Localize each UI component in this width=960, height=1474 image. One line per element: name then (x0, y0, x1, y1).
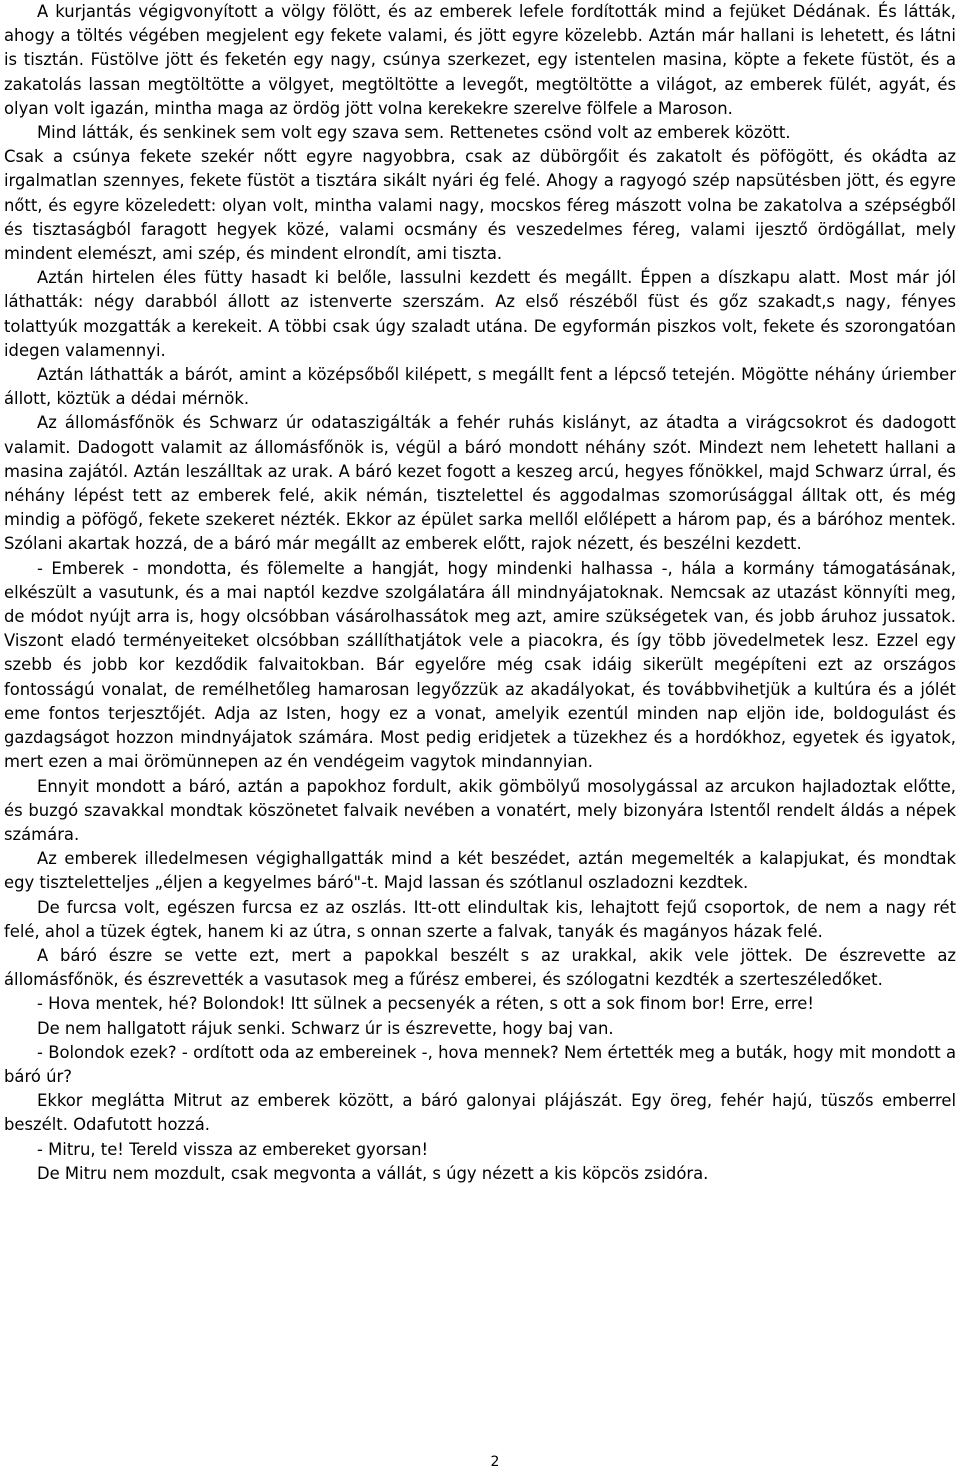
paragraph: A kurjantás végigvonyított a völgy fölött, és az emberek lefele fordították mind a fejüket Dédának. És látták, ahogy a töltés végében megjelent egy fekete valami, és jött egyre közelebb. Aztán már hallani is lehetett, és látni is tisztán. Füstölve jött és feketén egy nagy, csúnya szerkezet, egy istentelen masina, köpte a fekete füstöt, és a zakatolás lassan megtöltötte a völgyet, megtöltötte a levegőt, megtöltötte a világot, az emberek fülét, agyát, és olyan volt igazán, mintha maga az ördög jött volna kerekekre szerelve fölfele a Maroson. (4, 2, 956, 118)
paragraph: - Emberek - mondotta, és fölemelte a hangját, hogy mindenki halhassa -, hála a kormány támogatásának, elkészült a vasutunk, és a mai naptól kezdve szolgálatára áll mindnyájatoknak. Nemcsak az utazást könnyíti meg, de módot nyújt arra is, hogy olcsóbban vásárolhassátok meg azt, amire szükségetek van, és jobb áruhoz jussatok. Viszont eladó terményeiteket olcsóbban szállíthatjátok vele a piacokra, és így több jövedelmetek lesz. Ezzel egy szebb és jobb kor kezdődik falvaitokban. Bár egyelőre még csak idáig sikerült megépíteni ezt az országos fontosságú vonalat, de remélhetőleg hamarosan legyőzzük az akadályokat, és továbbvihetjük a kultúra és a jólét eme fontos terjesztőjét. Adja az Isten, hogy ez a vonat, amelyik ezentúl minden nap eljön ide, boldogulást és gazdagságot hozzon mindnyájatok számára. Most pedig eridjetek a tüzekhez és a hordókhoz, egyetek és igyatok, mert ezen a mai örömünnepen az én vendégeim vagytok mindannyian. (4, 558, 956, 772)
paragraph: Az emberek illedelmesen végighallgatták mind a két beszédet, aztán megemelték a kalapjukat, és mondtak egy tiszteletteljes „éljen a kegyelmes báró"-t. Majd lassan és szótlanul oszladozni kezdtek. (4, 849, 956, 893)
paragraph: De Mitru nem mozdult, csak megvonta a vállát, s úgy nézett a kis köpcös zsidóra. (37, 1163, 709, 1183)
paragraph: A báró észre se vette ezt, mert a papokkal beszélt s az urakkal, akik vele jöttek. De észrevette az állomásfőnök, és észrevették a vasutasok meg a fűrész emberei, és szólogatni kezdték a szerteszéledőket. (4, 945, 956, 990)
paragraph: De furcsa volt, egészen furcsa ez az oszlás. Itt-ott elindultak kis, lehajtott fejű csoportok, de nem a nagy rét felé, ahol a tüzek égtek, hanem ki az útra, s onnan szerte a falvak, tanyák és magányos házak felé. (4, 897, 956, 941)
paragraph: Ekkor meglátta Mitrut az emberek között, a báró galonyai plájászát. Egy öreg, fehér hajú, tüszős emberrel beszélt. Odafutott hozzá. (4, 1091, 956, 1135)
paragraph: Mind látták, és senkinek sem volt egy szava sem. Rettenetes csönd volt az emberek között. (37, 123, 791, 143)
paragraph: - Mitru, te! Tereld vissza az embereket gyorsan! (37, 1139, 429, 1159)
paragraph: - Bolondok ezek? - ordított oda az embereinek -, hova mennek? Nem értették meg a buták, hogy mit mondott a báró úr? (4, 1042, 956, 1086)
paragraph: Csak a csúnya fekete szekér nőtt egyre nagyobbra, csak az dübörgőit és zakatolt és pöfögött, és okádta az irgalmatlan szennyes, fekete füstöt a tisztára sikált nyári ég felé. Ahogy a ragyogó szép napsütésben jött, és egyre nőtt, és egyre közeledett: olyan volt, mintha valami nagy, mocskos féreg mászott volna be zakatolva a szépségből és tisztaságból faragott hegyek közé, valami ocsmány és veszedelmes féreg, valami ijesztő ördögállat, mely mindent elemészt, ami szép, és mindent elrondít, ami tiszta. (4, 147, 956, 264)
paragraph: De nem hallgatott rájuk senki. Schwarz úr is észrevette, hogy baj van. (37, 1018, 614, 1038)
paragraph: Aztán láthatták a bárót, amint a középsőből kilépett, s megállt fent a lépcső tetején. Mögötte néhány úriember állott, köztük a dédai mérnök. (4, 365, 956, 409)
paragraph: Aztán hirtelen éles fütty hasadt ki belőle, lassulni kezdett és megállt. Éppen a díszkapu alatt. Most már jól láthatták: négy darabból állott az istenverte szerszám. Az első részéből füst és gőz szakadt,s nagy, fényes tolattyúk mozgatták a kerekeit. A többi csak úgy szaladt utána. De egyformán piszkos volt, fekete és szorongatóan idegen valamennyi. (4, 268, 956, 360)
document-body (4, 0, 956, 1186)
page-number: 2 (490, 1454, 500, 1470)
paragraph: Ennyit mondott a báró, aztán a papokhoz fordult, akik gömbölyű mosolygással az arcukon hajladoztak előtte, és buzgó szavakkal mondtak köszönetet falvaik nevében a vonatért, mely bizonyára Istentől rendelt áldás a népek számára. (4, 776, 956, 844)
paragraph: - Hova mentek, hé? Bolondok! Itt sülnek a pecsenyék a réten, s ott a sok finom bor! Erre, erre! (37, 994, 814, 1014)
paragraph: Az állomásfőnök és Schwarz úr odataszigálták a fehér ruhás kislányt, az átadta a virágcsokrot és dadogott valamit. Dadogott valamit az állomásfőnök is, végül a báró mondott néhány szót. Mindezt nem lehetett hallani a masina zajától. Aztán leszálltak az urak. A báró kezet fogott a keszeg arcú, hegyes főnökkel, majd Schwarz úrral, és néhány lépést tett az emberek felé, akik némán, tisztelettel és aggodalmas szomorúsággal álltak ott, és még mindig a pöfögő, fekete szekeret nézték. Ekkor az épület sarka mellől előlépett a három pap, és a báróhoz mentek. Szólani akartak hozzá, de a báró már megállt az emberek előtt, rajok nézett, és beszélni kezdett. (4, 413, 956, 554)
